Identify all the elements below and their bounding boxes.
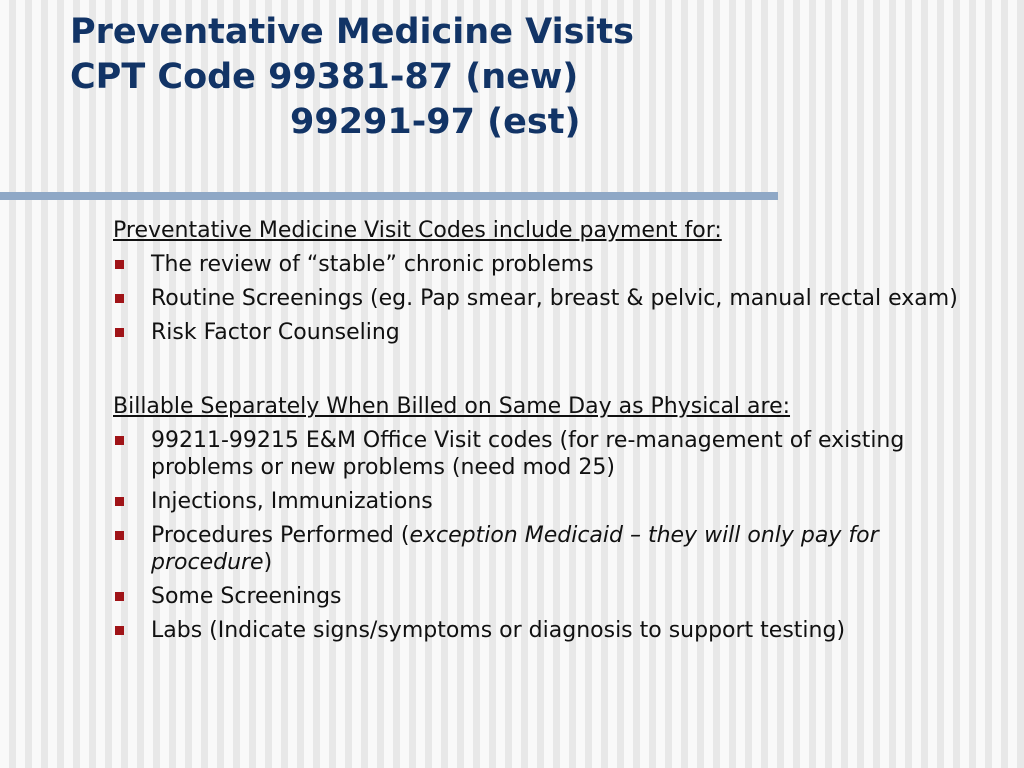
title-line-1: Preventative Medicine Visits <box>70 12 634 52</box>
procedures-suffix: ) <box>263 550 273 575</box>
bullet-square-icon <box>115 260 124 269</box>
included-services-list <box>113 251 993 346</box>
list-item <box>113 522 993 576</box>
list-item-text <box>151 523 879 575</box>
included-services-heading: Preventative Medicine Visit Codes include payment for: <box>113 218 722 243</box>
list-item-text: Some Screenings <box>151 584 342 609</box>
bullet-square-icon <box>115 436 124 445</box>
list-item <box>113 583 993 610</box>
list-item <box>113 285 993 312</box>
title-divider <box>0 192 778 200</box>
procedures-prefix: Procedures Performed ( <box>151 523 410 548</box>
title-line-3: 99291-97 (est) <box>290 102 581 142</box>
list-item-text: Labs (Indicate signs/symptoms or diagnosis to support testing) <box>151 618 846 643</box>
bullet-square-icon <box>115 626 124 635</box>
list-item-text: The review of “stable” chronic problems <box>151 252 594 277</box>
list-item-text: 99211-99215 E&M Office Visit codes (for re-management of existing problems or new problems (need mod 25) <box>151 428 905 480</box>
list-item <box>113 427 993 481</box>
section-spacer <box>113 353 993 393</box>
list-item-text: Routine Screenings (eg. Pap smear, breast & pelvic, manual rectal exam) <box>151 286 958 311</box>
list-item-text: Injections, Immunizations <box>151 489 433 514</box>
bullet-square-icon <box>115 294 124 303</box>
billable-separately-list <box>113 427 993 644</box>
list-item <box>113 251 993 278</box>
list-item <box>113 319 993 346</box>
medicaid-exception-note: exception Medicaid – they will only pay for procedure <box>151 523 879 575</box>
list-item <box>113 617 993 644</box>
bullet-square-icon <box>115 328 124 337</box>
bullet-square-icon <box>115 531 124 540</box>
bullet-square-icon <box>115 497 124 506</box>
list-item <box>113 488 993 515</box>
title-line-2: CPT Code 99381-87 (new) <box>70 57 579 97</box>
slide-title <box>70 10 634 145</box>
slide-body <box>113 217 993 651</box>
bullet-square-icon <box>115 592 124 601</box>
list-item-text: Risk Factor Counseling <box>151 320 400 345</box>
billable-separately-heading: Billable Separately When Billed on Same Day as Physical are: <box>113 394 791 419</box>
